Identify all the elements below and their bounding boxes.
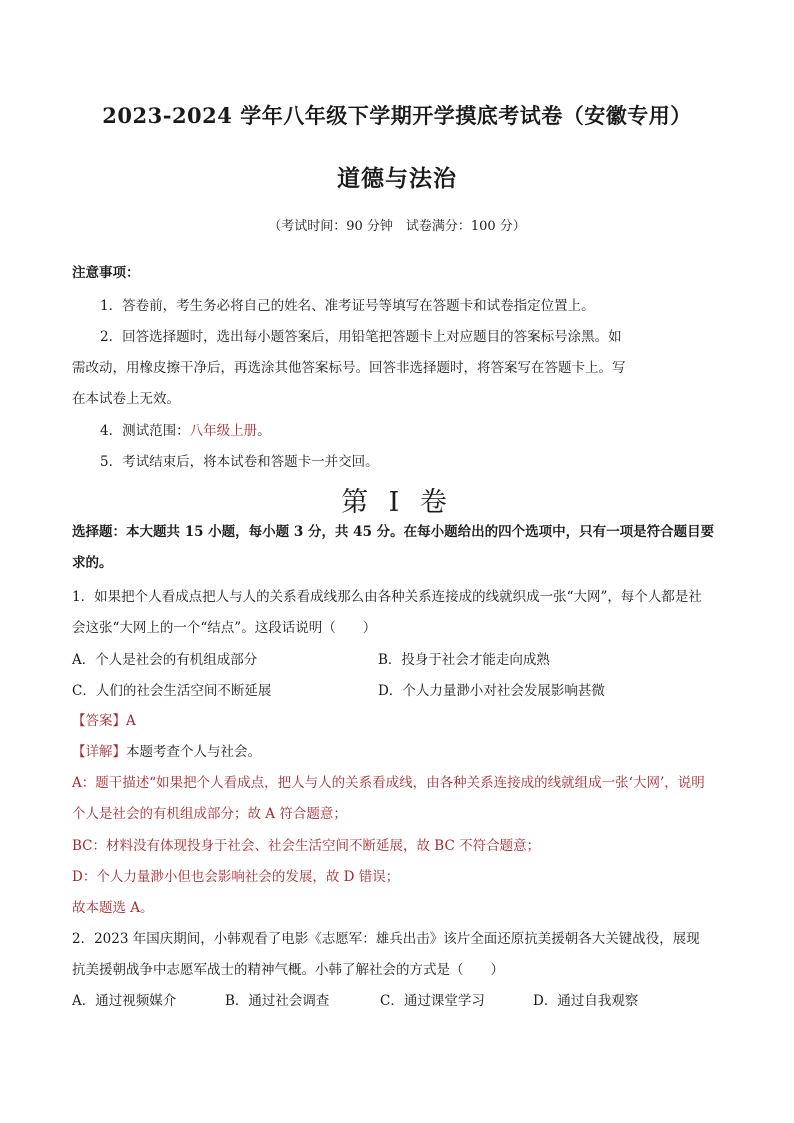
q1-conclusion: 故本题选 A。 — [72, 900, 154, 916]
q2-stem-line-1: 2．2023 年国庆期间，小韩观看了电影《志愿军：雄兵出击》该片全面还原抗美援朝各大关键战役，展现 — [72, 931, 700, 947]
test-scope: 八年级上册 — [189, 423, 258, 439]
q2-option-c: C．通过课堂学习 — [380, 993, 485, 1009]
q1-explanation-a-line-1: A：题干描述“如果把个人看成点，把人与人的关系看成线，由各种关系连接成的线就组成一张‘大网’，说明 — [72, 775, 705, 791]
exam-title: 2023-2024 学年八年级下学期开学摸底考试卷（安徽专用） — [102, 103, 692, 128]
q1-explanation-bc: BC：材料没有体现投身于社会、社会生活空间不断延展，故 BC 不符合题意； — [72, 838, 541, 854]
notes-item-4-prefix: 4．测试范围： — [100, 423, 190, 439]
q1-option-a: A．个人是社会的有机组成部分 — [72, 652, 258, 668]
q2-stem-line-2: 抗美援朝战争中志愿军战士的精神气概。小韩了解社会的方式是（ ） — [72, 962, 504, 978]
q1-stem-line-1: 1．如果把个人看成点把人与人的关系看成线那么由各种关系连接成的线就织成一张“大网”，每个人都是社 — [72, 589, 702, 605]
q1-answer — [72, 711, 732, 731]
notes-item-5: 5．考试结束后，将本试卷和答题卡一并交回。 — [100, 454, 379, 470]
q1-stem-line-2: 会这张“大网上的一个“结点”。这段话说明（ ） — [72, 620, 377, 636]
notes-item-4 — [100, 421, 760, 441]
section-instructions-line-1: 选择题：本大题共 15 小题，每小题 3 分，共 45 分。在每小题给出的四个选项中，只有一项是符合题目要 — [72, 524, 715, 540]
q2-option-b: B．通过社会调查 — [225, 993, 330, 1009]
q1-explanation-a-line-2: 个人是社会的有机组成部分；故 A 符合题意； — [72, 806, 347, 822]
q1-explanation-d: D：个人力量渺小但也会影响社会的发展，故 D 错误； — [72, 869, 400, 885]
notes-item-2-line-1: 2．回答选择题时，选出每小题答案后，用铅笔把答题卡上对应题目的答案标号涂黑。如 — [100, 329, 622, 345]
q1-detail-text: 本题考查个人与社会。 — [126, 744, 261, 760]
q1-detail — [72, 742, 732, 762]
q2-option-d: D．通过自我观察 — [533, 993, 639, 1009]
q1-answer-label: 【答案】 — [72, 713, 126, 729]
q1-option-b: B．投身于社会才能走向成熟 — [378, 652, 550, 668]
q1-answer-value: A — [126, 713, 136, 729]
q1-detail-label: 【详解】 — [72, 744, 126, 760]
notes-heading: 注意事项： — [72, 265, 140, 281]
notes-item-2-line-2: 需改动，用橡皮擦干净后，再选涂其他答案标号。回答非选择题时，将答案写在答题卡上。写 — [72, 360, 626, 376]
notes-item-1: 1．答卷前，考生务必将自己的姓名、准考证号等填写在答题卡和试卷指定位置上。 — [100, 298, 595, 314]
notes-item-2-line-3: 在本试卷上无效。 — [72, 391, 180, 407]
exam-meta: （考试时间：90 分钟 试卷满分：100 分） — [268, 219, 526, 234]
notes-item-4-suffix: 。 — [257, 423, 271, 439]
q2-option-a: A．通过视频媒介 — [72, 993, 177, 1009]
q1-option-c: C．人们的社会生活空间不断延展 — [72, 683, 272, 699]
q1-option-d: D．个人力量渺小对社会发展影响甚微 — [378, 683, 605, 699]
section-instructions-line-2: 求的。 — [72, 555, 113, 571]
volume-heading: 第 I 卷 — [341, 487, 453, 518]
exam-subject: 道德与法治 — [337, 165, 457, 192]
